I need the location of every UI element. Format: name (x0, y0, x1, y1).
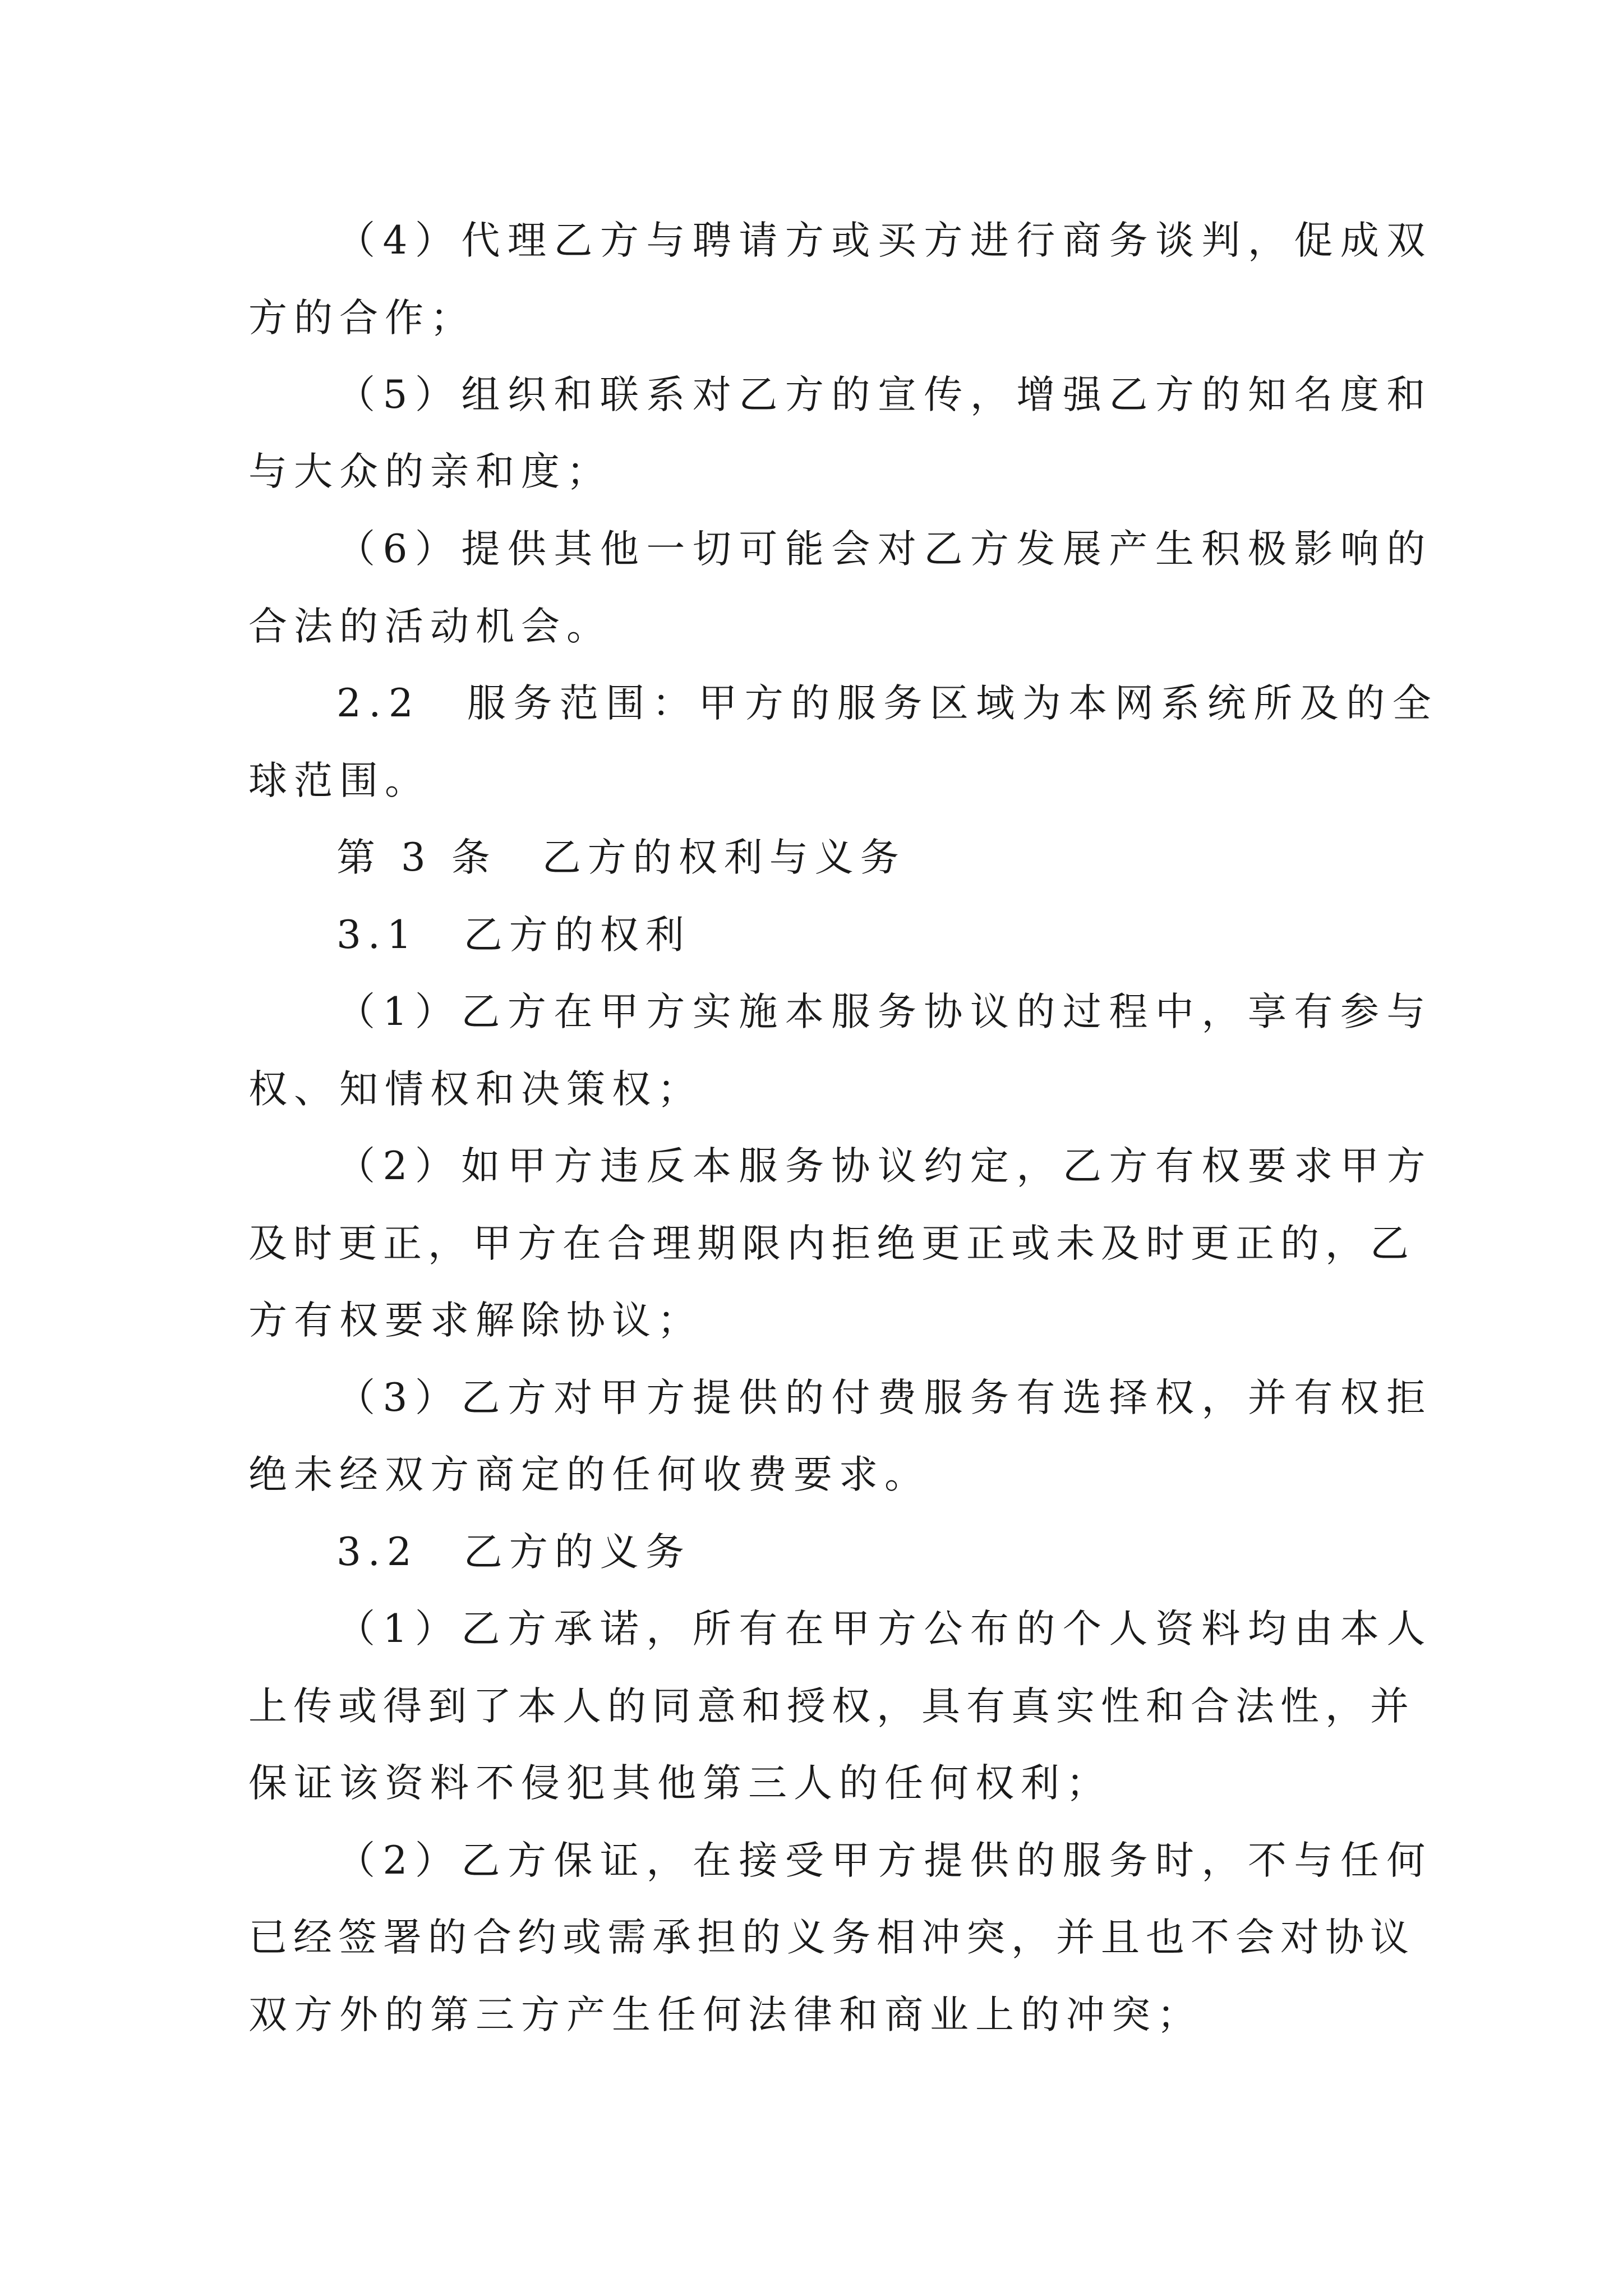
right-3-line-2: 绝未经双方商定的任何收费要求。 (248, 1452, 930, 1497)
article-3-heading: 第 3 条 乙方的权利与义务 (336, 835, 906, 880)
obligation-1-line-2: 上传或得到了本人的同意和授权，具有真实性和合法性，并 (248, 1684, 1415, 1729)
item-5-line-1: （5）组织和联系对乙方的宣传，增强乙方的知名度和 (336, 372, 1433, 417)
right-2-line-3: 方有权要求解除协议； (248, 1298, 703, 1343)
clause-2-2-line-2: 球范围。 (248, 758, 430, 803)
right-1-line-2: 权、知情权和决策权； (248, 1067, 703, 1112)
obligation-2-line-2: 已经签署的合约或需承担的义务相冲突，并且也不会对协议 (248, 1915, 1415, 1960)
right-2-line-2: 及时更正，甲方在合理期限内拒绝更正或未及时更正的，乙 (248, 1221, 1415, 1266)
clause-2-2-line-1: 2.2 服务范围：甲方的服务区域为本网系统所及的全 (336, 681, 1439, 726)
right-1-line-1: （1）乙方在甲方实施本服务协议的过程中，享有参与 (336, 990, 1433, 1034)
right-2-line-1: （2）如甲方违反本服务协议约定，乙方有权要求甲方 (336, 1144, 1433, 1189)
obligation-2-line-1: （2）乙方保证，在接受甲方提供的服务时，不与任何 (336, 1838, 1433, 1883)
item-6-line-1: （6）提供其他一切可能会对乙方发展产生积极影响的 (336, 527, 1433, 572)
obligation-1-line-1: （1）乙方承诺，所有在甲方公布的个人资料均由本人 (336, 1607, 1433, 1651)
item-4-line-2: 方的合作； (248, 296, 476, 341)
obligation-2-line-3: 双方外的第三方产生任何法律和商业上的冲突； (248, 1993, 1202, 2037)
item-6-line-2: 合法的活动机会。 (248, 604, 612, 649)
obligation-1-line-3: 保证该资料不侵犯其他第三人的任何权利； (248, 1761, 1112, 1806)
item-4-line-1: （4）代理乙方与聘请方或买方进行商务谈判，促成双 (336, 218, 1433, 263)
section-3-1-heading: 3.1 乙方的权利 (336, 913, 691, 958)
section-3-2-heading: 3.2 乙方的义务 (336, 1530, 691, 1575)
right-3-line-1: （3）乙方对甲方提供的付费服务有选择权，并有权拒 (336, 1375, 1433, 1420)
item-5-line-2: 与大众的亲和度； (248, 449, 612, 494)
